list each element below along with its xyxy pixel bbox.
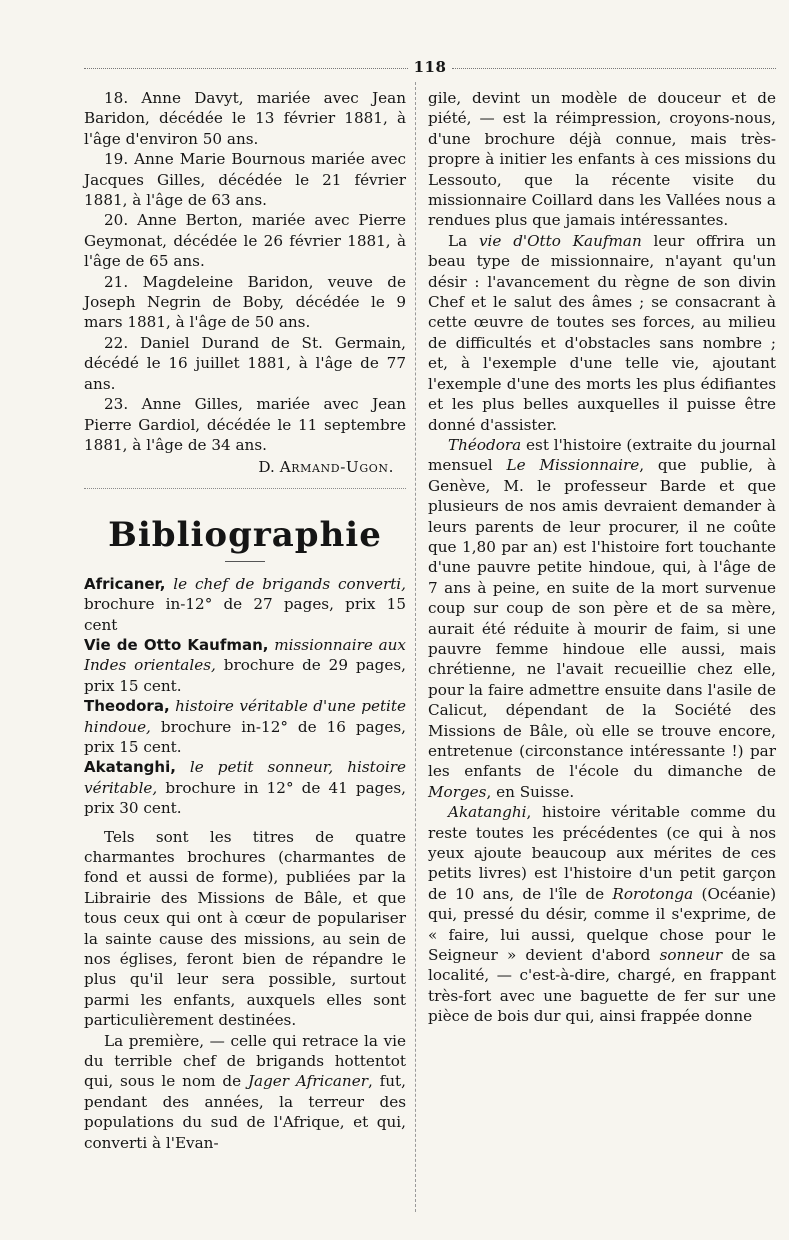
obituary-entry: 19. Anne Marie Bournous mariée avec Jacques Gilles, décédée le 21 février 1881, à l'âge de 63 ans. bbox=[84, 150, 406, 210]
italic-run: Akatanghi bbox=[448, 803, 527, 822]
paragraph: Tels sont les titres de quatre charmantes brochures (charmantes de fond et aussi de forme), publiées par la Librairie des Missions de Bâle, et que tous ceux qui ont à cœur de populariser la sainte cause des missions, au sein de nos églises, feront bien de répandre le plus qu'il leur sera possible, surtout parmi les enfants, auxquels elles sont particulièrement destinées. bbox=[84, 827, 406, 1030]
bib-subtitle: histoire véritable d'une petite hindoue, bbox=[84, 697, 406, 736]
obituary-entry: 20. Anne Berton, mariée avec Pierre Geymonat, décédée le 26 février 1881, à l'âge de 65 ans. bbox=[84, 211, 406, 271]
paragraph bbox=[428, 435, 776, 802]
obituary-entry: 21. Magdeleine Baridon, veuve de Joseph Negrin de Boby, décédée le 9 mars 1881, à l'âge de 50 ans. bbox=[84, 272, 406, 332]
right-column bbox=[428, 88, 776, 1027]
bib-title: Vie de Otto Kaufman, bbox=[84, 635, 269, 654]
text-run: La bbox=[448, 231, 479, 250]
italic-run: vie d'Otto Kaufman bbox=[478, 231, 642, 250]
text-run: , que publie, à Genève, M. le professeur Barde et que plusieurs de nos amis devraient demander à leurs parents de leur procurer, il ne coûte que 1,80 par an) est l'histoire fort touchante d'une pauvre petite hindoue, qui, à l'âge de 7 ans à peine, en suite de la mort survenue coup sur coup de son père et de sa mère, aurait été réduite à mourir de faim, si une pauvre femme hindoue elle aussi, mais chrétienne, ne l'avait recueillie chez elle, pour la faire admettre ensuite dans l'asile de Calicut, dépendant de la Société des Missions de Bâle, où elle se trouve encore, entretenue (circonstance intéressante !) par les enfants de l'école du dimanche de bbox=[428, 456, 776, 781]
body-text bbox=[84, 827, 406, 1154]
bib-subtitle: le petit sonneur, histoire véritable, bbox=[84, 758, 406, 797]
text-run: (Océanie) qui, pressé du désir, comme il s'exprime, de « faire, lui aussi, quelque chose pour le Seigneur » devient d'abord bbox=[428, 884, 776, 965]
italic-run: sonneur bbox=[659, 946, 723, 965]
bibliography-entry bbox=[84, 696, 406, 757]
bib-details: brochure de 29 pages, prix 15 cent. bbox=[84, 656, 406, 695]
signature-initial: D. bbox=[258, 458, 275, 477]
bibliography-entry bbox=[84, 757, 406, 818]
signature bbox=[84, 457, 406, 477]
paragraph bbox=[84, 1031, 406, 1153]
text-run: , en Suisse. bbox=[486, 782, 575, 801]
text-run: leur offrira un beau type de missionnaire, n'ayant qu'un désir : l'avancement du règne de son divin Chef et le salut des âmes ; se consacrant à cette œuvre de toutes ses forces, au milieu de difficultés et d'obstacles sans nombre ; et, à l'exemple d'une telle vie, ajoutant l'exemple d'une des morts les plus édifiantes et les plus belles auxquelles il puisse être donné d'assister. bbox=[428, 231, 776, 434]
text-run: La première, — celle qui retrace la vie du terrible chef de brigands hottentot qui, sous le nom de bbox=[84, 1031, 406, 1091]
text-run: est l'histoire (extraite du journal mensuel bbox=[428, 435, 777, 475]
signature-name: Armand-Ugon. bbox=[279, 458, 394, 477]
bibliography-entry bbox=[84, 574, 406, 635]
text-run: , fut, pendant des années, la terreur des populations du sud de l'Afrique, et qui, converti à l'Evan- bbox=[84, 1072, 406, 1152]
bib-subtitle: missionnaire aux Indes orientales, bbox=[84, 635, 406, 675]
italic-run: Théodora bbox=[448, 435, 522, 454]
text-run: de sa localité, — c'est-à-dire, chargé, en frappant très-fort avec une baguette de fer sur une pièce de bois dur qui, ainsi frappée donne bbox=[428, 946, 776, 1026]
obituary-entry: 23. Anne Gilles, mariée avec Jean Pierre Gardiol, décédée le 11 septembre 1881, à l'âge de 34 ans. bbox=[84, 395, 406, 454]
obituary-entry: 18. Anne Davyt, mariée avec Jean Baridon, décédée le 13 février 1881, à l'âge d'environ 50 ans. bbox=[84, 89, 406, 148]
bib-details: brochure in-12° de 27 pages, prix 15 cent bbox=[84, 595, 406, 634]
bibliography-entry bbox=[84, 635, 406, 696]
obituary-entry: 22. Daniel Durand de St. Germain, décédé le 16 juillet 1881, à l'âge de 77 ans. bbox=[84, 333, 406, 393]
bib-title: Theodora, bbox=[84, 697, 170, 716]
page-header bbox=[84, 58, 776, 76]
bib-details: brochure in 12° de 41 pages, prix 30 cent. bbox=[84, 778, 406, 818]
bib-details: brochure in-12° de 16 pages, prix 15 cent. bbox=[84, 717, 406, 756]
header-rule-right bbox=[452, 68, 776, 69]
bib-title: Akatanghi, bbox=[84, 758, 176, 777]
page-number: 118 bbox=[413, 58, 447, 76]
section-title: Bibliographie bbox=[108, 514, 382, 555]
title-rule bbox=[225, 561, 265, 562]
paragraph bbox=[428, 802, 776, 1026]
bib-subtitle: le chef de brigands converti, bbox=[165, 574, 406, 593]
header-rule-left bbox=[84, 68, 408, 69]
bib-title: Africaner, bbox=[84, 574, 166, 593]
italic-run: Le Missionnaire bbox=[506, 456, 640, 475]
column-divider bbox=[415, 82, 416, 1212]
paragraph bbox=[428, 231, 776, 435]
text-run: , histoire véritable comme du reste toutes les précédentes (ce qui à nos yeux ajoute beaucoup aux mérites de ces petits livres) est l'histoire d'un petit garçon de 10 ans, de l'île de bbox=[428, 803, 776, 903]
italic-run: Morges bbox=[428, 782, 487, 801]
italic-run: Rorotonga bbox=[612, 884, 694, 903]
paragraph: gile, devint un modèle de douceur et de piété, — est la réimpression, croyons-nous, d'une brochure déjà connue, mais très-propre à initier les enfants à ces missions du Lessouto, que la récente visite du missionnaire Coillard dans les Vallées nous a rendues plus que jamais intéressantes. bbox=[428, 89, 776, 230]
section-separator bbox=[84, 488, 406, 489]
left-column bbox=[84, 88, 406, 1153]
italic-run: Jager Africaner bbox=[247, 1072, 368, 1091]
